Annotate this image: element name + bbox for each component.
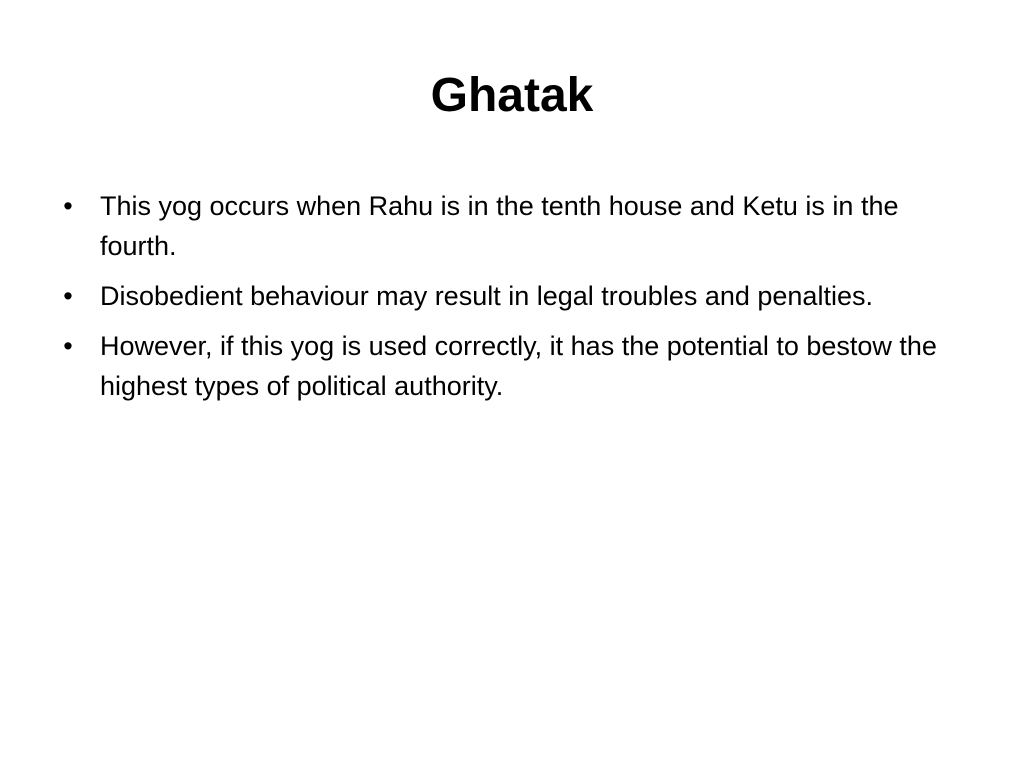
bullet-icon: • xyxy=(63,281,73,311)
bullet-item xyxy=(58,186,978,266)
bullet-text: This yog occurs when Rahu is in the tenth house and Ketu is in the fourth. xyxy=(100,191,899,261)
slide-title: Ghatak xyxy=(430,69,594,122)
bullet-item xyxy=(58,276,978,316)
bullet-icon: • xyxy=(63,191,73,221)
bullet-text: Disobedient behaviour may result in legal troubles and penalties. xyxy=(100,281,873,311)
bullet-item xyxy=(58,326,978,406)
bullet-icon: • xyxy=(63,331,73,361)
bullet-list xyxy=(58,186,978,416)
bullet-text: However, if this yog is used correctly, it has the potential to bestow the highest types of political authority. xyxy=(100,331,937,401)
